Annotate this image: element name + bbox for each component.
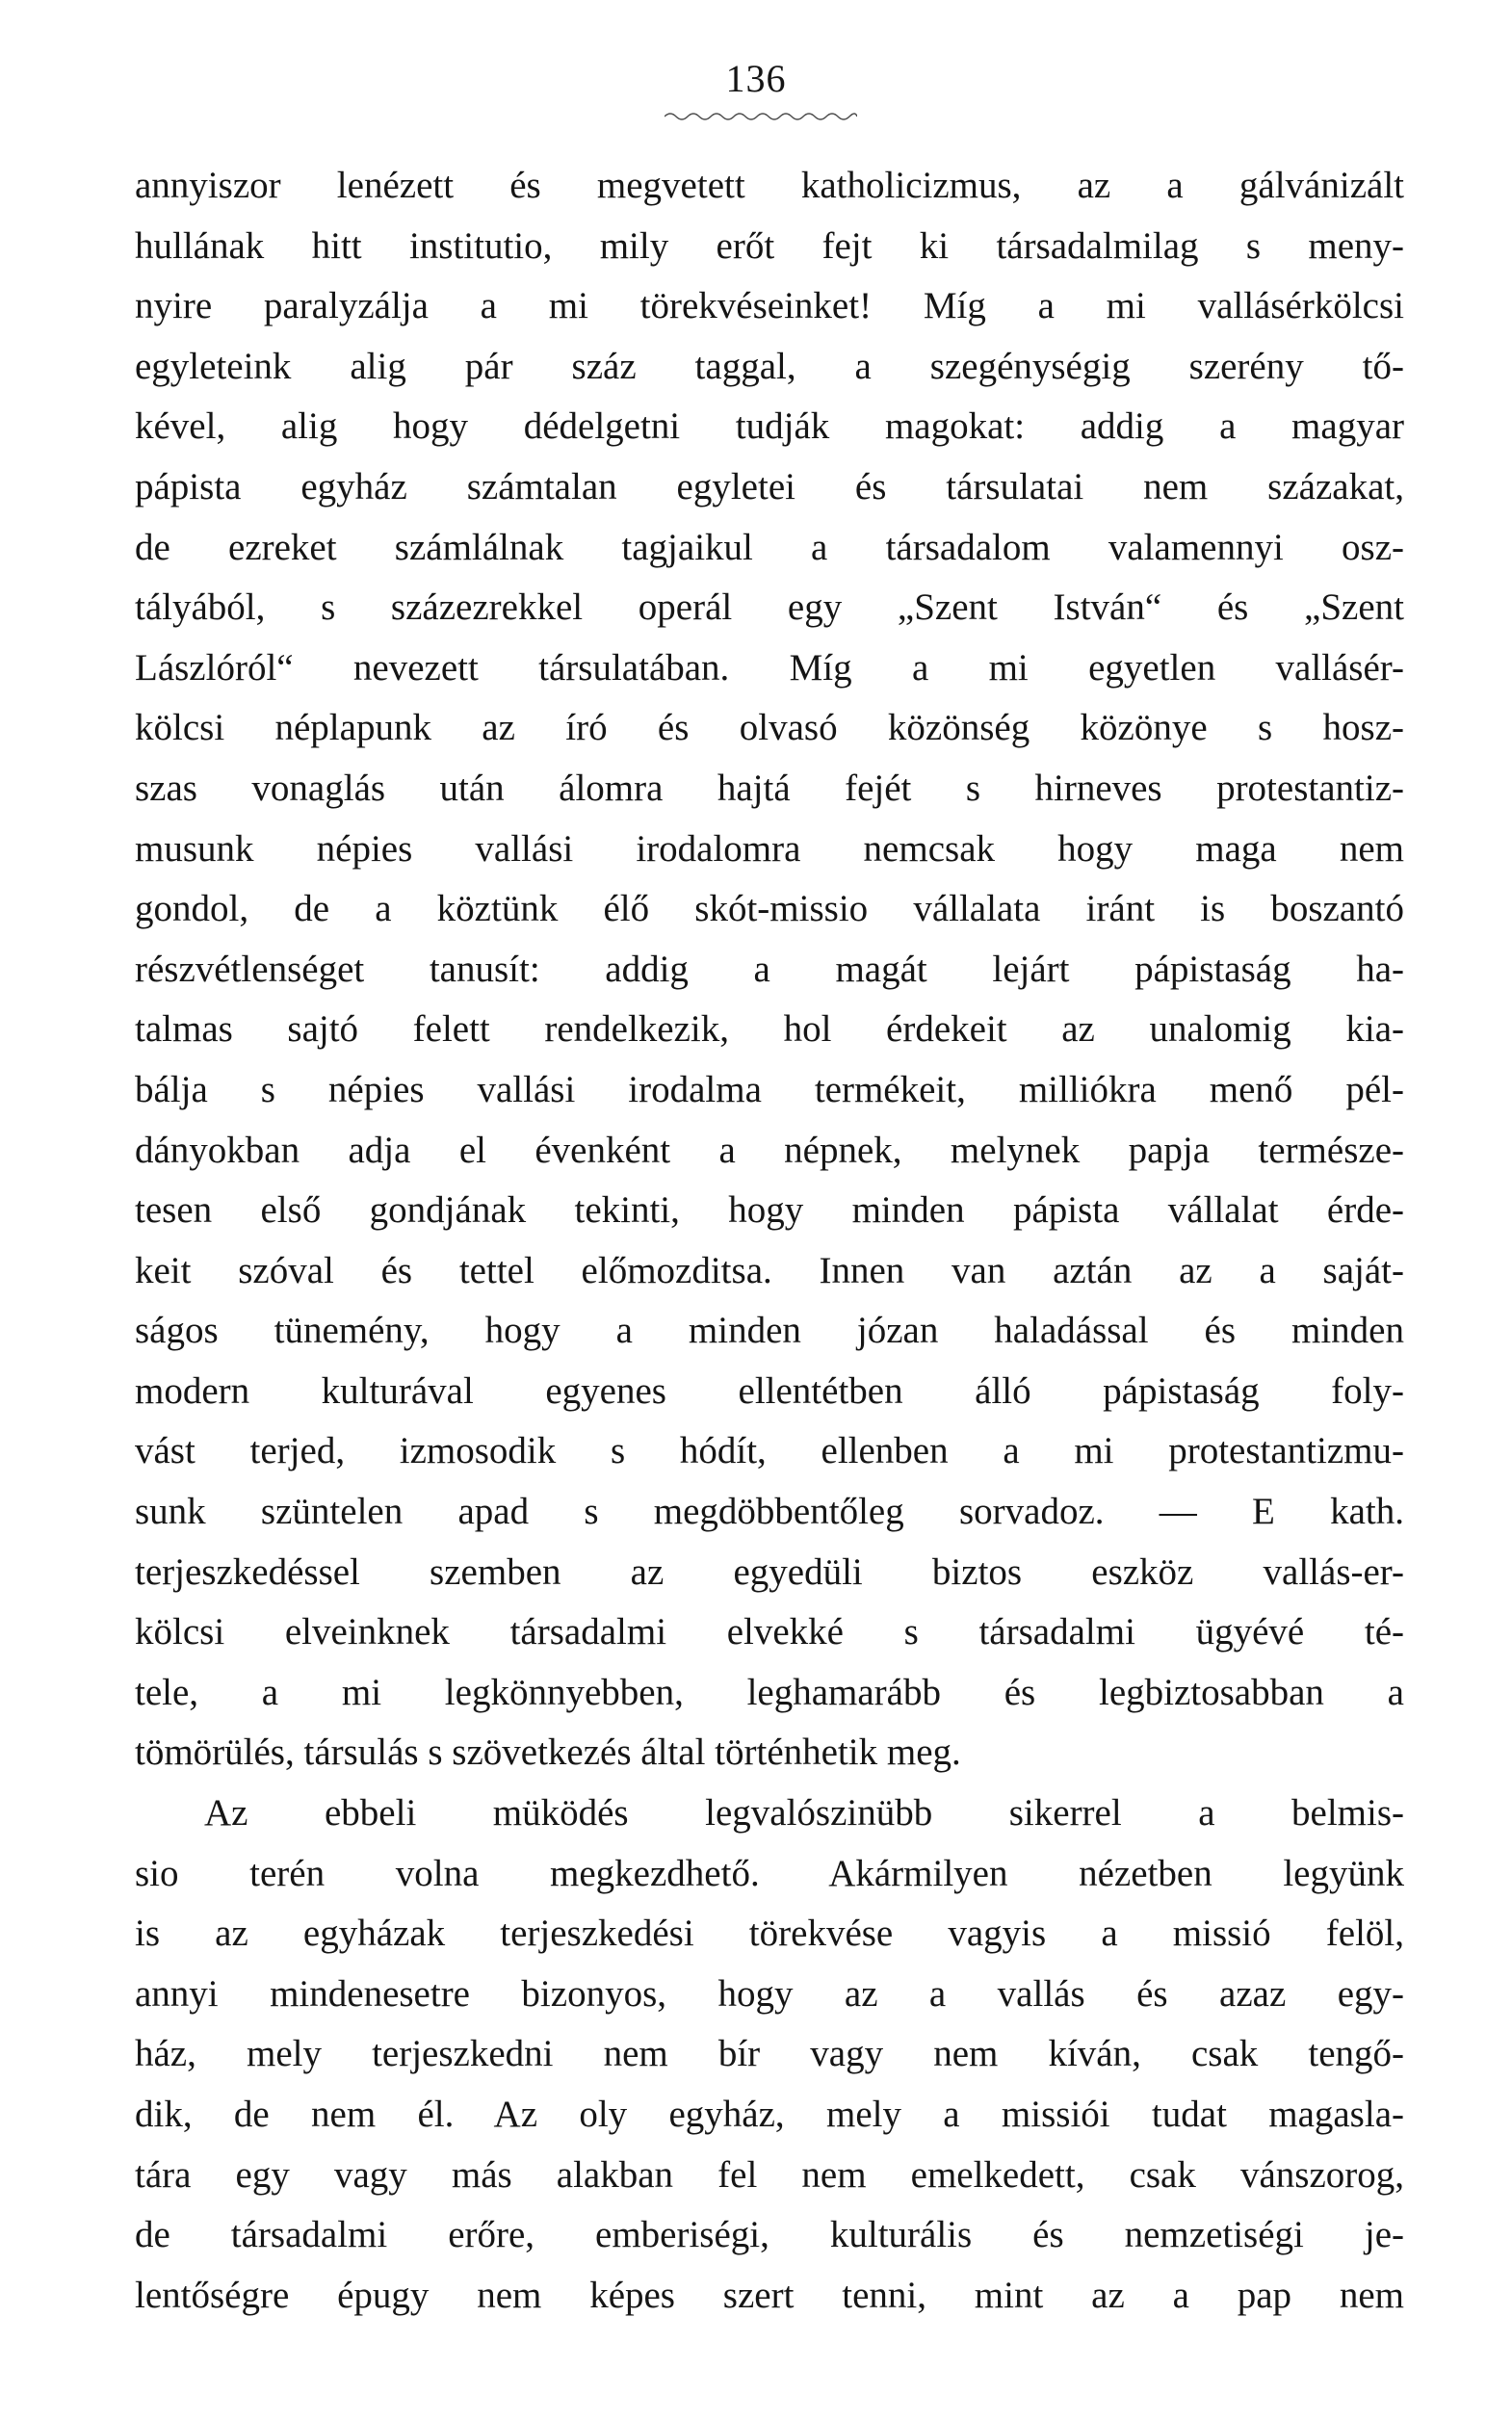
text-line: hullának hitt institutio, mily erőt fejt ki társadalmilag s meny- xyxy=(135,224,1404,267)
text-line: ságos tünemény, hogy a minden józan haladással és minden xyxy=(135,1310,1404,1352)
text-line: lentőségre épugy nem képes szert tenni, mint az a pap nem xyxy=(135,2274,1404,2316)
text-line: szas vonaglás után álomra hajtá fejét s hirneves protestantiz- xyxy=(135,767,1404,809)
paragraph-start-line: Az ebbeli müködés legvalószinübb sikerrel a belmis- xyxy=(204,1792,1404,1835)
text-line: tályából, s százezrekkel operál egy „Szent István“ és „Szent xyxy=(135,586,1404,629)
text-line: pápista egyház számtalan egyletei és társulatai nem százakat, xyxy=(135,465,1404,508)
text-line: keit szóval és tettel előmozditsa. Innen van aztán az a saját- xyxy=(135,1249,1404,1291)
text-line: sio terén volna megkezdhető. Akármilyen nézetben legyünk xyxy=(135,1852,1404,1894)
text-line: de ezreket számlálnak tagjaikul a társadalom valamennyi osz- xyxy=(135,526,1404,568)
text-line: tesen első gondjának tekinti, hogy minden pápista vállalat érde- xyxy=(135,1189,1404,1232)
text-line: dányokban adja el évenként a népnek, melynek papja természe- xyxy=(135,1129,1404,1171)
wavy-rule-ornament xyxy=(665,108,857,125)
text-line: bálja s népies vallási irodalma termékeit, milliókra menő pél- xyxy=(135,1068,1404,1110)
text-line: gondol, de a köztünk élő skót-missio vállalata iránt is boszantó xyxy=(135,888,1404,930)
text-line: annyi mindenesetre bizonyos, hogy az a vallás és azaz egy- xyxy=(135,1972,1404,2015)
body-text xyxy=(135,156,1404,2326)
text-line: kölcsi elveinknek társadalmi elvekké s társadalmi ügyévé té- xyxy=(135,1611,1404,1653)
text-line: tára egy vagy más alakban fel nem emelkedett, csak vánszorog, xyxy=(135,2153,1404,2196)
text-line: tele, a mi legkönnyebben, leghamarább és legbiztosabban a xyxy=(135,1671,1404,1713)
text-line: ház, mely terjeszkedni nem bír vagy nem kíván, csak tengő- xyxy=(135,2033,1404,2075)
paragraph-end-line: tömörülés, társulás s szövetkezés által történhetik meg. xyxy=(135,1731,961,1774)
text-line: részvétlenséget tanusít: addig a magát lejárt pápistaság ha- xyxy=(135,948,1404,990)
text-line: de társadalmi erőre, emberiségi, kulturális és nemzetiségi je- xyxy=(135,2214,1404,2256)
page-number: 136 xyxy=(725,57,787,100)
text-line: terjeszkedéssel szemben az egyedüli biztos eszköz vallás-er- xyxy=(135,1550,1404,1593)
text-line: is az egyházak terjeszkedési törekvése vagyis a missió felöl, xyxy=(135,1913,1404,1955)
text-line: annyiszor lenézett és megvetett katholicizmus, az a gálvánizált xyxy=(135,165,1404,206)
text-line: Lászlóról“ nevezett társulatában. Míg a mi egyetlen vallásér- xyxy=(135,646,1404,689)
text-line: dik, de nem él. Az oly egyház, mely a missiói tudat magasla- xyxy=(135,2094,1404,2135)
text-line: musunk népies vallási irodalomra nemcsak hogy maga nem xyxy=(135,827,1404,870)
text-line: vást terjed, izmosodik s hódít, ellenben a mi protestantizmu- xyxy=(135,1430,1404,1472)
text-line: kölcsi néplapunk az író és olvasó közönség közönye s hosz- xyxy=(135,707,1404,749)
text-line: talmas sajtó felett rendelkezik, hol érdekeit az unalomig kia- xyxy=(135,1008,1404,1051)
text-line: kével, alig hogy dédelgetni tudják magokat: addig a magyar xyxy=(135,405,1404,448)
text-line: egyleteink alig pár száz taggal, a szegénységig szerény tő- xyxy=(135,345,1404,387)
text-line: sunk szüntelen apad s megdöbbentőleg sorvadoz. — E kath. xyxy=(135,1491,1404,1533)
text-line: modern kulturával egyenes ellentétben álló pápistaság foly- xyxy=(135,1369,1404,1412)
text-line: nyire paralyzálja a mi törekvéseinket! Míg a mi vallásérkölcsi xyxy=(135,285,1404,327)
